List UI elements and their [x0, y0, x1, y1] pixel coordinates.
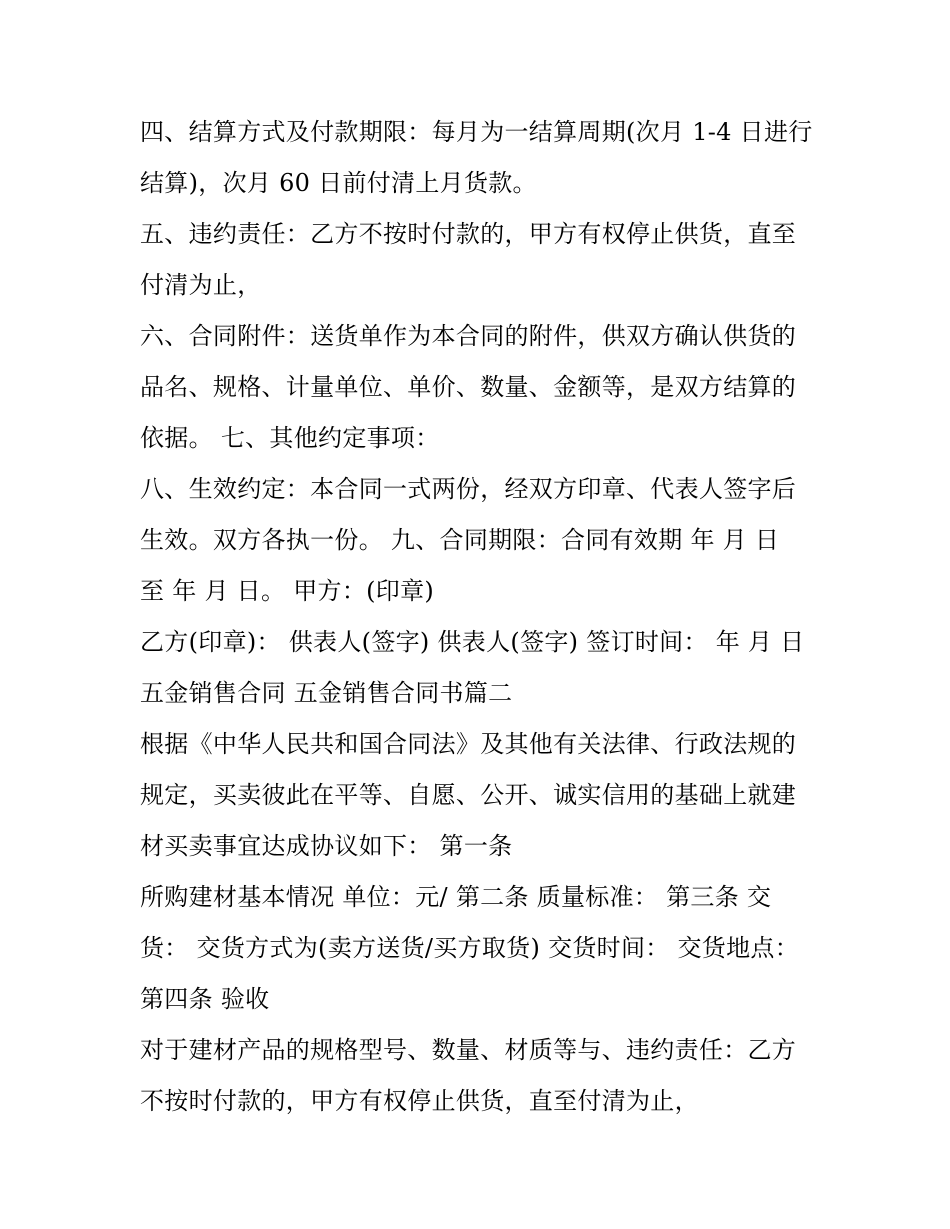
document-body: [140, 107, 820, 1127]
text-line: 付清为止，: [140, 271, 262, 299]
text-line: 第四条 验收: [140, 985, 270, 1013]
text-line: 品名、规格、计量单位、单价、数量、金额等，是双方结算的: [140, 373, 797, 401]
text-line: 不按时付款的，甲方有权停止供货，直至付清为止，: [140, 1087, 699, 1115]
text-line: 依据。 七、其他约定事项：: [140, 424, 440, 452]
section-title: 五金销售合同 五金销售合同书篇二: [140, 679, 513, 707]
text-line: 规定，买卖彼此在平等、自愿、公开、诚实信用的基础上就建: [140, 781, 797, 809]
text-line: 八、生效约定：本合同一式两份，经双方印章、代表人签字后: [140, 475, 797, 503]
text-line: 至 年 月 日。 甲方：(印章): [140, 577, 435, 605]
text-line: 货： 交货方式为(卖方送货/买方取货) 交货时间： 交货地点：: [140, 934, 799, 962]
text-line: 生效。双方各执一份。 九、合同期限：合同有效期 年 月 日: [140, 526, 780, 554]
text-line: 结算)，次月 60 日前付清上月货款。: [140, 169, 537, 197]
text-line: 乙方(印章)： 供表人(签字) 供表人(签字) 签订时间： 年 月 日: [140, 628, 805, 656]
text-line: 对于建材产品的规格型号、数量、材质等与、违约责任：乙方: [140, 1036, 797, 1064]
text-line: 根据《中华人民共和国合同法》及其他有关法律、行政法规的: [140, 730, 797, 758]
text-line: 六、合同附件：送货单作为本合同的附件，供双方确认供货的: [140, 322, 797, 350]
text-line: 四、结算方式及付款期限：每月为一结算周期(次月 1-4 日进行: [140, 118, 813, 146]
text-line: 材买卖事宜达成协议如下： 第一条: [140, 832, 513, 860]
text-line: 所购建材基本情况 单位：元/ 第二条 质量标准： 第三条 交: [140, 883, 772, 911]
text-line: 五、违约责任：乙方不按时付款的，甲方有权停止供货，直至: [140, 220, 797, 248]
